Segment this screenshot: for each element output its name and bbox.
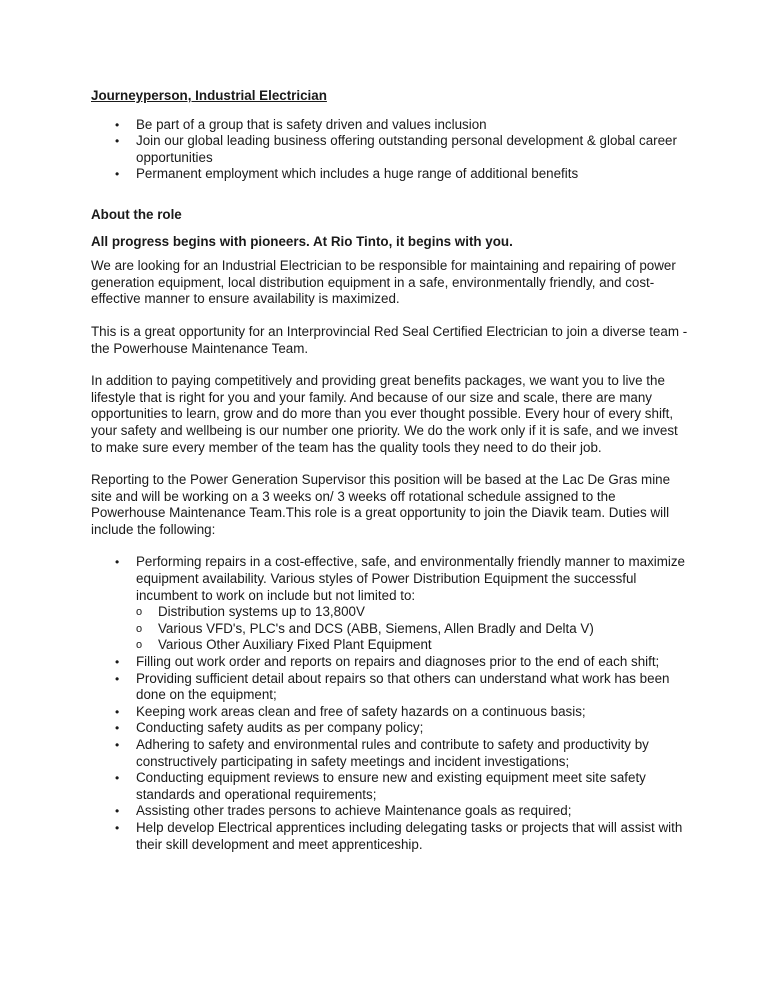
list-item — [91, 803, 691, 820]
list-item — [91, 671, 691, 704]
job-title: Journeyperson, Industrial Electrician — [91, 88, 327, 103]
bullet-icon: • — [115, 117, 120, 132]
list-item — [91, 117, 691, 134]
paragraph: Reporting to the Power Generation Supervisor this position will be based at the Lac De Gras mine site and will be working on a 3 weeks on/ 3 weeks off rotational schedule assigned to the Powerhouse Maintenance Team.This role is a great opportunity to join the Diavik team. Duties will include the following: — [91, 472, 671, 537]
bullet-icon: • — [115, 555, 120, 570]
sub-item-text: Various Other Auxiliary Fixed Plant Equipment — [158, 637, 432, 653]
duty-text: Adhering to safety and environmental rules and contribute to safety and productivity by constructively participating in safety meetings and incident investigations; — [136, 737, 649, 769]
paragraph: We are looking for an Industrial Electrician to be responsible for maintaining and repairing of power generation equipment, local distribution equipment in a safe, environmentally friendly, and cost-effective manner to ensure availability is maximized. — [91, 258, 676, 307]
sub-list-item — [136, 637, 691, 654]
list-item — [91, 554, 691, 654]
bullet-icon: • — [115, 704, 120, 719]
duty-text: Conducting safety audits as per company policy; — [136, 720, 424, 736]
tagline: All progress begins with pioneers. At Rio Tinto, it begins with you. — [91, 233, 513, 249]
duty-text: Performing repairs in a cost-effective, safe, and environmentally friendly manner to maximize equipment availability. Various styles of Power Distribution Equipment the successful incumbent to work on include but not limited to: — [136, 554, 686, 603]
paragraph: This is a great opportunity for an Interprovincial Red Seal Certified Electrician to join a diverse team - the Powerhouse Maintenance Team. — [91, 323, 688, 356]
list-item — [91, 820, 691, 853]
intro-bullet-text: Join our global leading business offering outstanding personal development & global career opportunities — [136, 133, 677, 165]
bullet-icon: • — [115, 804, 120, 819]
intro-bullet-text: Be part of a group that is safety driven and values inclusion — [136, 116, 487, 132]
intro-bullet-list — [91, 117, 691, 183]
duty-text: Conducting equipment reviews to ensure new and existing equipment meet site safety standards and operational requirements; — [136, 770, 646, 802]
list-item — [91, 720, 691, 737]
bullet-icon: • — [115, 721, 120, 736]
bullet-icon: • — [115, 820, 120, 835]
duty-text: Filling out work order and reports on repairs and diagnoses prior to the end of each shift; — [136, 654, 660, 670]
bullet-icon: • — [115, 738, 120, 752]
list-item — [91, 166, 691, 183]
list-item — [91, 770, 691, 803]
bullet-icon: • — [115, 655, 120, 670]
intro-bullet-text: Permanent employment which includes a huge range of additional benefits — [136, 166, 579, 182]
list-item — [91, 704, 691, 721]
duty-text: Providing sufficient detail about repairs so that others can understand what work has been done on the equipment; — [136, 670, 670, 703]
bullet-icon: • — [115, 134, 120, 149]
bullet-icon: • — [115, 771, 120, 786]
sub-item-text: Distribution systems up to 13,800V — [158, 604, 365, 620]
bullet-icon: • — [115, 167, 120, 182]
document-body — [91, 88, 691, 853]
sub-list-item — [136, 621, 691, 638]
about-heading: About the role — [91, 206, 182, 222]
list-item — [91, 133, 691, 166]
bullet-icon: • — [115, 671, 120, 686]
circle-bullet-icon: o — [136, 639, 143, 652]
duty-text: Keeping work areas clean and free of safety hazards on a continuous basis; — [136, 703, 586, 719]
paragraph: In addition to paying competitively and providing great benefits packages, we want you to live the lifestyle that is right for you and your family. And because of our size and scale, there are many opportunities to learn, grow and do more than you ever thought possible. Every hour of every shift, your safety and wellbeing is our number one priority. We do the work only if it is safe, and we invest to make sure every member of the team has the quality tools they need to do their job. — [91, 373, 678, 455]
duty-text: Help develop Electrical apprentices including delegating tasks or projects that will assist with their skill development and meet apprenticeship. — [136, 819, 683, 852]
duty-text: Assisting other trades persons to achieve Maintenance goals as required; — [136, 803, 572, 819]
sub-item-text: Various VFD's, PLC's and DCS (ABB, Siemens, Allen Bradly and Delta V) — [158, 620, 594, 636]
equipment-sub-list — [136, 604, 691, 654]
list-item — [91, 737, 691, 770]
duties-bullet-list — [91, 554, 691, 853]
sub-list-item — [136, 604, 691, 621]
circle-bullet-icon: o — [136, 606, 143, 619]
circle-bullet-icon: o — [136, 622, 143, 635]
list-item — [91, 654, 691, 671]
